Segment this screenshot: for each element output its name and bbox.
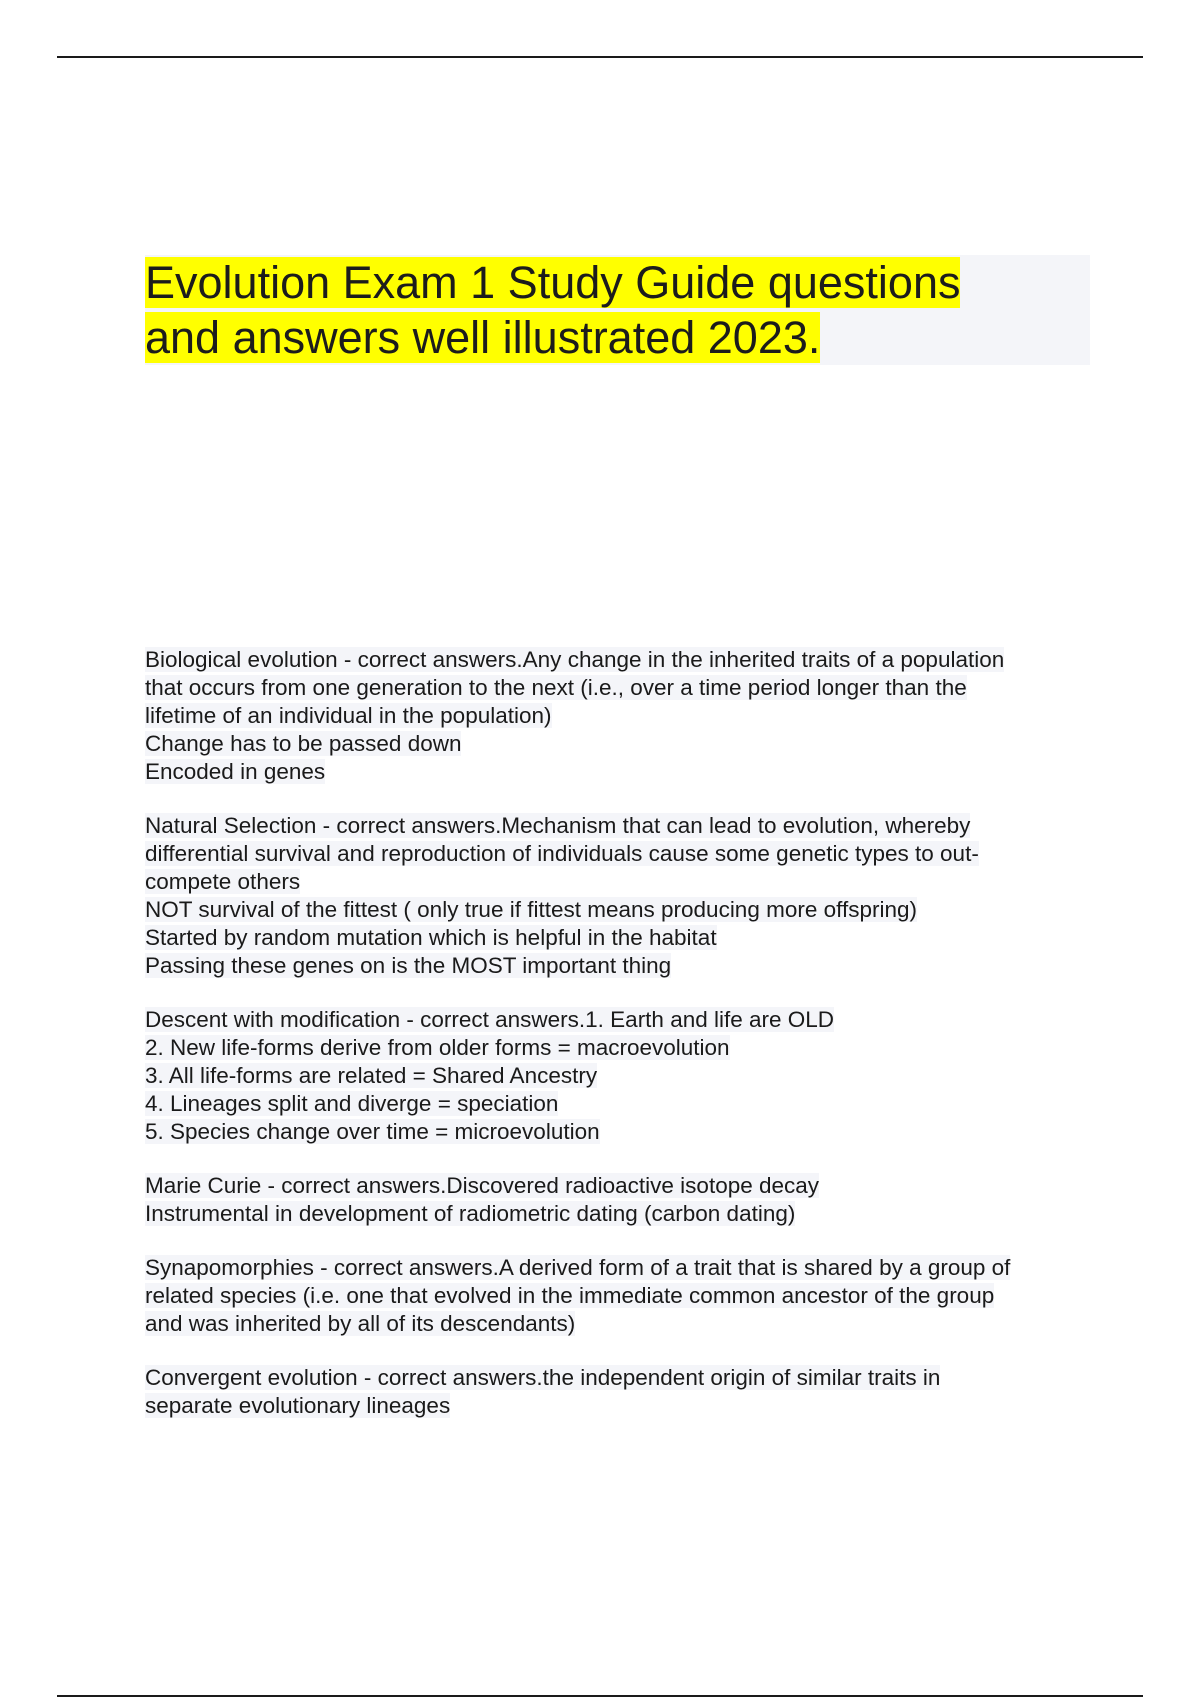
entry-line-text: Descent with modification - correct answers.1. Earth and life are OLD [145,1007,835,1032]
entry-line-text: Started by random mutation which is helpful in the habitat [145,925,717,950]
entry-line [145,1310,1090,1338]
entry-line [145,1282,1090,1310]
entry-line [145,1006,1090,1034]
entry-line [145,952,1090,980]
entry-biological-evolution [145,646,1090,786]
entry-line [145,1034,1090,1062]
entry-line-text: Convergent evolution - correct answers.the independent origin of similar traits in [145,1365,941,1390]
entry-convergent-evolution [145,1364,1090,1420]
entry-line [145,924,1090,952]
entry-line-text: Instrumental in development of radiometric dating (carbon dating) [145,1201,796,1226]
entry-line [145,1090,1090,1118]
bottom-rule [57,1695,1143,1697]
document-title [145,255,1090,365]
entry-line-text: Synapomorphies - correct answers.A derived form of a trait that is shared by a group of [145,1255,1011,1280]
entry-line-text: 2. New life-forms derive from older forms = macroevolution [145,1035,730,1060]
title-line-2: and answers well illustrated 2023. [145,312,821,363]
entry-line [145,674,1090,702]
entry-line [145,1118,1090,1146]
entry-line [145,1062,1090,1090]
entry-line [145,896,1090,924]
entry-line [145,840,1090,868]
entry-line [145,812,1090,840]
title-block [145,255,1090,365]
entry-natural-selection [145,812,1090,980]
entry-line [145,730,1090,758]
entry-line-text: and was inherited by all of its descendants) [145,1311,576,1336]
entry-line [145,702,1090,730]
entry-line [145,1254,1090,1282]
entry-line [145,1364,1090,1392]
entry-line-text: 5. Species change over time = microevolution [145,1119,600,1144]
entry-line-text: differential survival and reproduction of individuals cause some genetic types to out- [145,841,979,866]
entry-line [145,1392,1090,1420]
entry-line-text: compete others [145,869,301,894]
entry-line-text: NOT survival of the fittest ( only true if fittest means producing more offspring) [145,897,917,922]
entry-line-text: Natural Selection - correct answers.Mechanism that can lead to evolution, whereby [145,813,971,838]
entry-line-text: separate evolutionary lineages [145,1393,451,1418]
entry-line-text: Passing these genes on is the MOST important thing [145,953,672,978]
entry-line-text: Change has to be passed down [145,731,462,756]
entry-line [145,646,1090,674]
entry-line [145,1200,1090,1228]
entry-line-text: Biological evolution - correct answers.Any change in the inherited traits of a population [145,647,1005,672]
entry-line-text: Marie Curie - correct answers.Discovered radioactive isotope decay [145,1173,820,1198]
entry-line-text: that occurs from one generation to the next (i.e., over a time period longer than the [145,675,967,700]
entry-descent-with-modification [145,1006,1090,1146]
entry-line-text: Encoded in genes [145,759,326,784]
title-line-1: Evolution Exam 1 Study Guide questions [145,257,961,308]
entry-line-text: lifetime of an individual in the population) [145,703,552,728]
study-guide-content [145,646,1090,1446]
top-rule [57,56,1143,58]
entry-line-text: related species (i.e. one that evolved in the immediate common ancestor of the group [145,1283,995,1308]
entry-line [145,1172,1090,1200]
entry-line-text: 3. All life-forms are related = Shared Ancestry [145,1063,598,1088]
entry-line [145,868,1090,896]
entry-marie-curie [145,1172,1090,1228]
entry-line [145,758,1090,786]
entry-line-text: 4. Lineages split and diverge = speciation [145,1091,559,1116]
entry-synapomorphies [145,1254,1090,1338]
